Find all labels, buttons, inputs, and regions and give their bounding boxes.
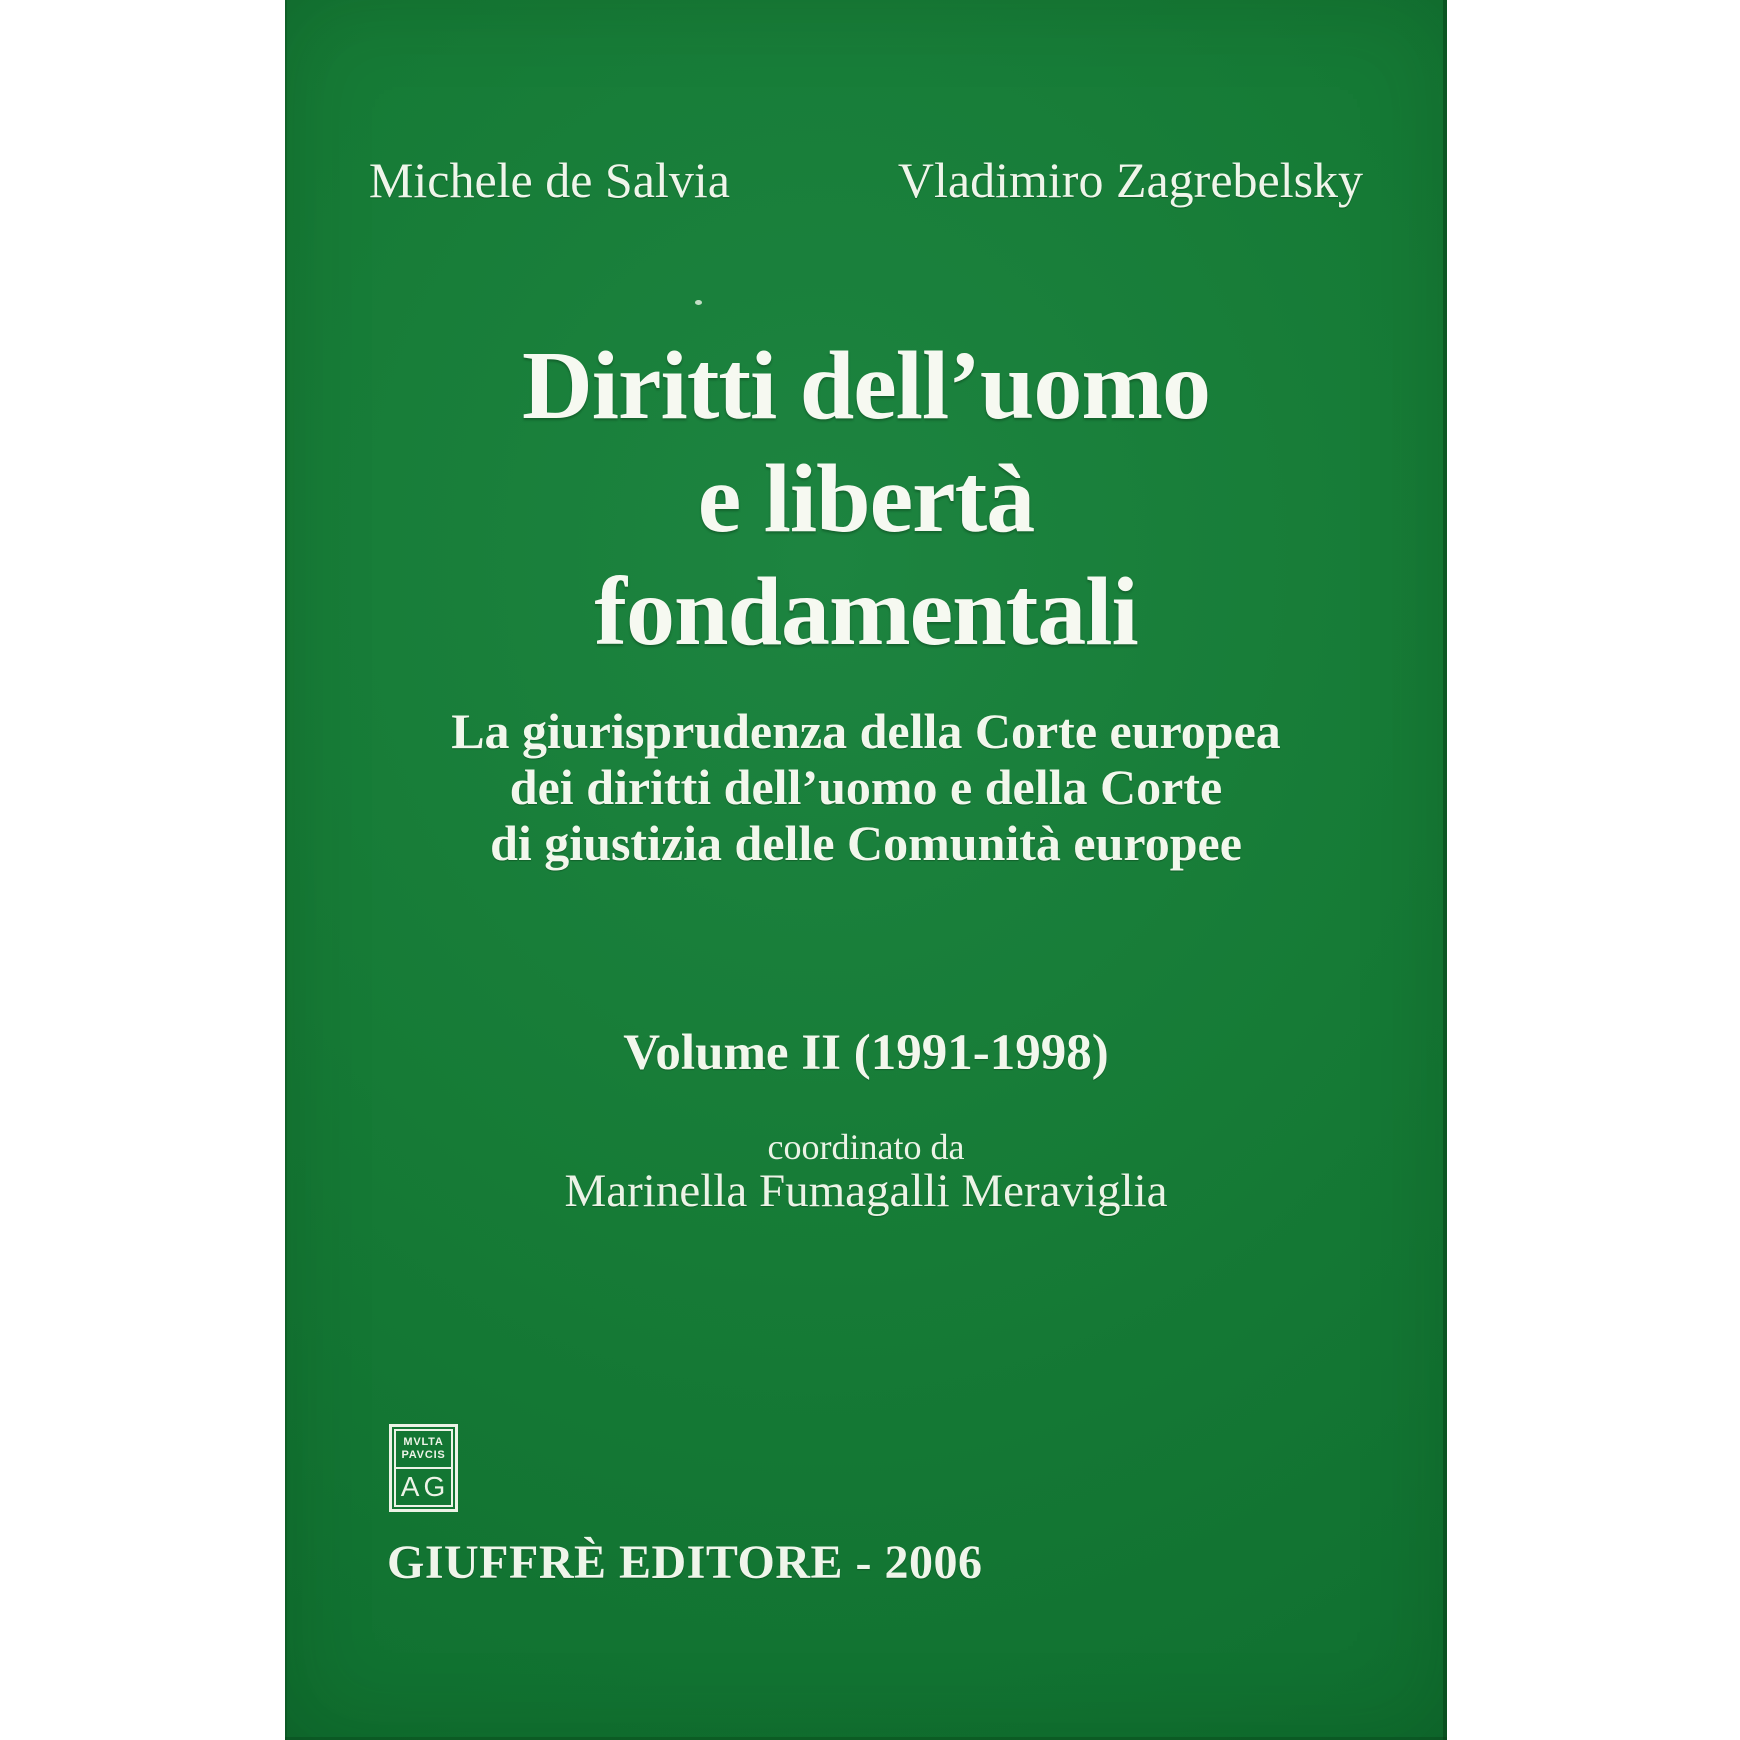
book-title [285,330,1447,669]
title-line-1: Diritti dell’uomo [522,332,1210,440]
subtitle [285,703,1447,871]
logo-monogram: AG [396,1467,451,1505]
coordinated-by-label: coordinato da [767,1127,965,1167]
title-line-3: fondamentali [594,558,1138,666]
subtitle-line-1: La giurisprudenza della Corte europea [451,703,1281,759]
book-cover [285,0,1447,1740]
scan-speck [695,300,702,305]
publisher-logo [389,1424,458,1512]
logo-motto [396,1431,451,1467]
author-name-left: Michele de Salvia [368,152,730,208]
logo-motto-line-1: MVLTA [403,1436,444,1448]
subtitle-line-3: di giustizia delle Comunità europee [490,815,1242,871]
volume-label: Volume II (1991-1998) [623,1025,1109,1081]
publisher-line: GIUFFRÈ EDITORE - 2006 [387,1536,983,1589]
logo-motto-line-2: PAVCIS [401,1449,446,1461]
subtitle-line-2: dei diritti dell’uomo e della Corte [509,759,1223,815]
publisher-logo-frame [394,1429,453,1507]
title-line-2: e libertà [697,445,1035,553]
authors-row [285,152,1447,208]
coordinator-name: Marinella Fumagalli Meraviglia [564,1165,1168,1217]
author-name-right: Vladimiro Zagrebelsky [897,152,1364,208]
